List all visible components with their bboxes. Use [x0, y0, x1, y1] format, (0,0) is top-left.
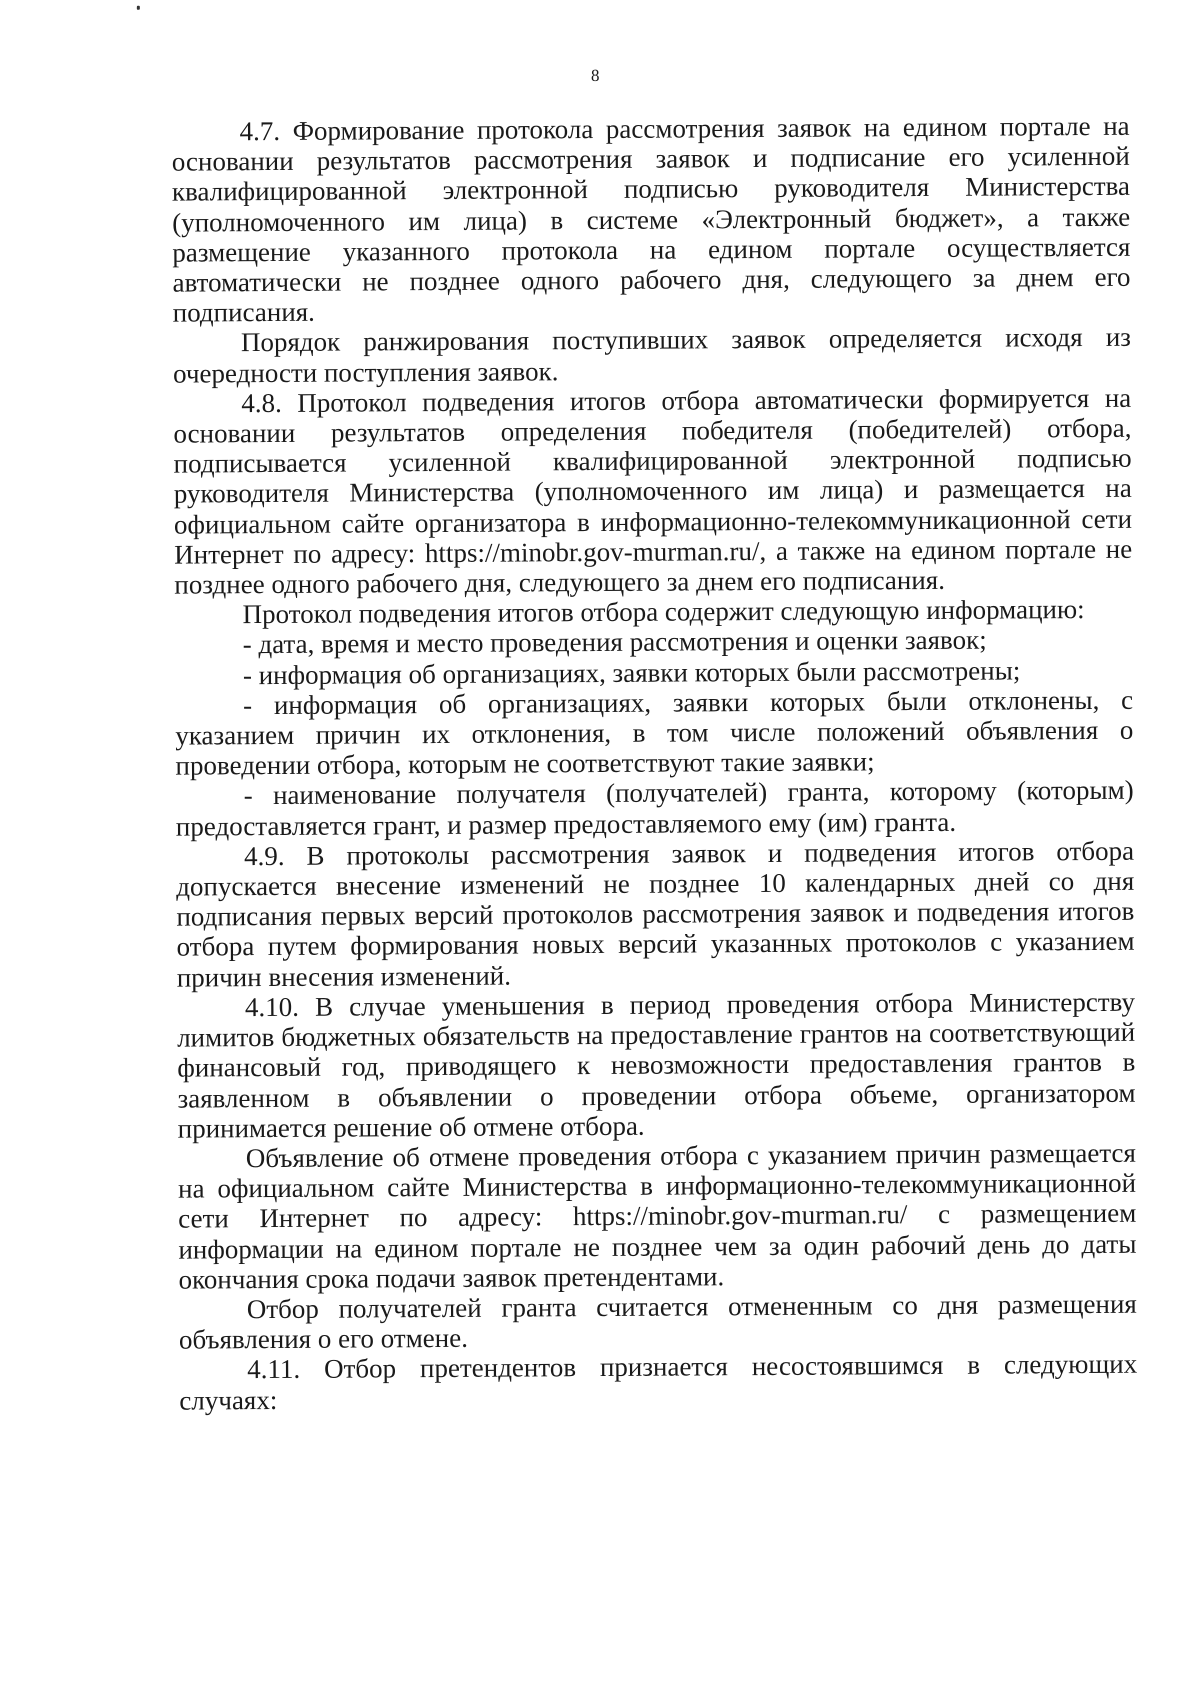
list-item-grant-recipients: - наименование получателя (получателей) гранта, которому (которым) предоставляется грант, и размер предоставляемого ему (им) гранта. — [175, 775, 1134, 842]
paragraph-4-10: 4.10. В случае уменьшения в период проведения отбора Министерству лимитов бюджетных обязательств на предоставление грантов на соответствующий финансовый год, приводящего к невозможности предоставления грантов в заявленном в объявлении о проведении отбора объеме, организатором принимается решение об отмене отбора. — [177, 986, 1136, 1144]
paragraph-protocol-contents: Протокол подведения итогов отбора содержит следующую информацию: — [242, 594, 1085, 630]
document-body — [172, 111, 1138, 1416]
paragraph-ranking-order: Порядок ранжирования поступивших заявок определяется исходя из очередности поступления заявок. — [172, 322, 1131, 389]
paragraph-4-11: 4.11. Отбор претендентов признается несостоявшимся в следующих случаях: — [179, 1349, 1138, 1416]
paragraph-4-8: 4.8. Протокол подведения итогов отбора автоматически формируется на основании результатов определения победителя (победителей) отбора, подписывается усиленной квалифицированной электронной подписью руководителя Министерства (уполномоченного им лица) и размещается на официальном сайте организатора в информационно-телекоммуникационной сети Интернет по адресу: https://minobr.gov-murman.ru/, а также на едином портале не позднее одного рабочего дня, следующего за днем его подписания. — [173, 382, 1133, 600]
paragraph-cancellation-notice: Объявление об отмене проведения отбора с указанием причин размещается на официальном сайте Министерства в информационно-телекоммуникационной сети Интернет по адресу: https://minobr.gov-murman.ru/ с размещением информации на едином портале не позднее чем за один рабочий день до даты окончания срока подачи заявок претендентами. — [177, 1137, 1137, 1295]
list-item-reviewed-organizations: - информация об организациях, заявки которых были рассмотрены; — [242, 655, 1021, 690]
paragraph-4-9: 4.9. В протоколы рассмотрения заявок и подведения итогов отбора допускается внесение изменений не позднее 10 календарных дней со дня подписания первых версий протоколов рассмотрения заявок и подведения итогов отбора путем формирования новых версий указанных протоколов с указанием причин внесения изменений. — [176, 835, 1135, 993]
paragraph-cancellation-effective: Отбор получателей гранта считается отмененным со дня размещения объявления о его отмене. — [178, 1288, 1137, 1355]
scan-speck — [137, 6, 140, 10]
list-item-rejected-organizations: - информация об организациях, заявки которых были отклонены, с указанием причин их отклонения, в том числе положений объявления о проведении отбора, которым не соответствуют такие заявки; — [175, 684, 1134, 781]
list-item-date-time-place: - дата, время и место проведения рассмотрения и оценки заявок; — [242, 625, 987, 660]
page-number: 8 — [590, 65, 600, 86]
paragraph-4-7: 4.7. Формирование протокола рассмотрения заявок на едином портале на основании результатов рассмотрения заявок и подписание его усиленной квалифицированной электронной подписью руководителя Министерства (уполномоченного им лица) в системе «Электронный бюджет», а также размещение указанного протокола на едином портале осуществляется автоматически не позднее одного рабочего дня, следующего за днем его подписания. — [171, 110, 1131, 328]
